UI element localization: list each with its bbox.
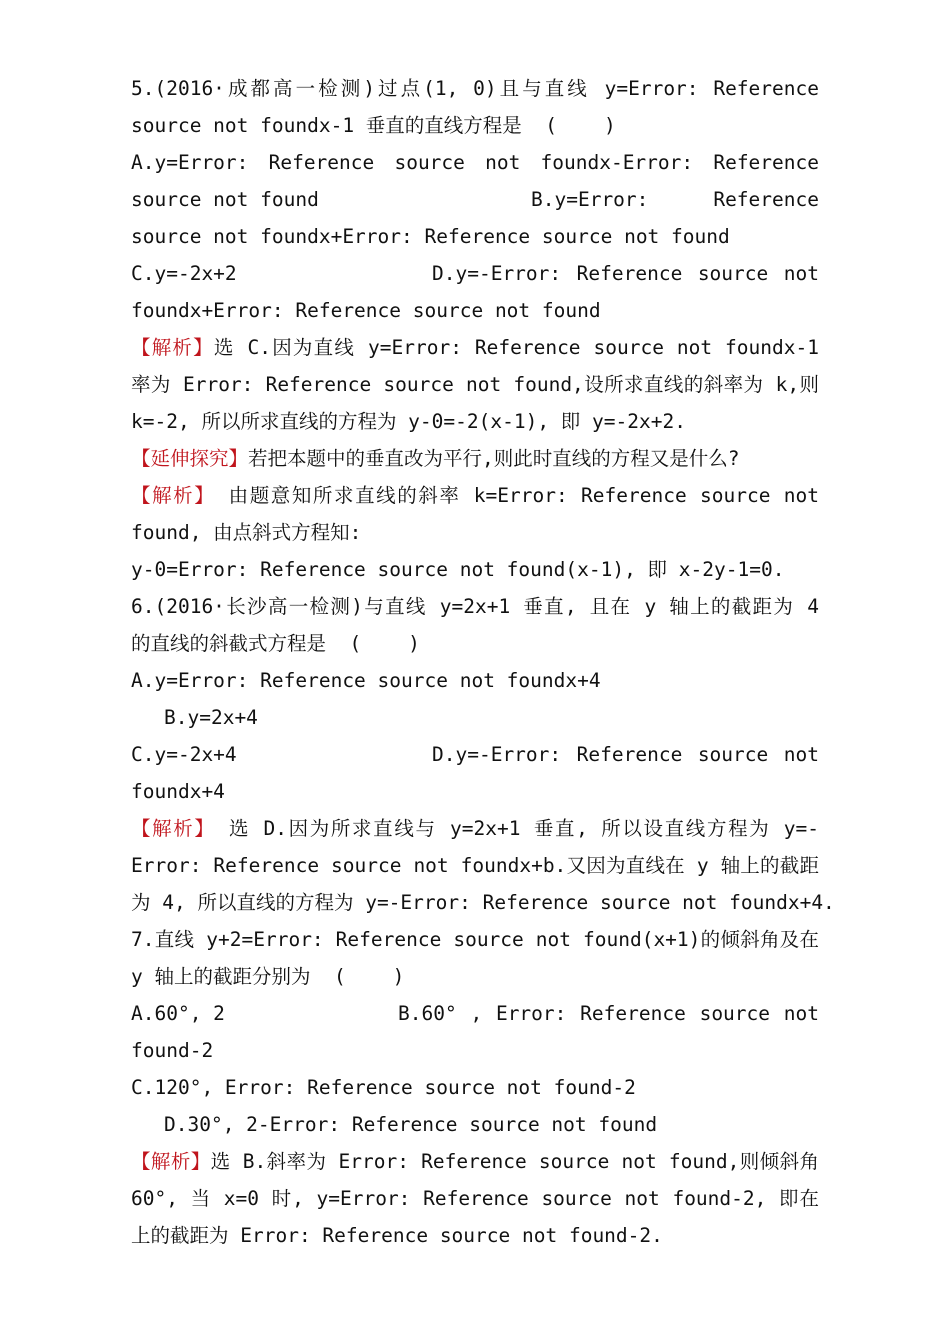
q5-extension-solution-tag: 【解析】 [131,484,216,507]
q7-option-b-line-1: B.60° , Error: Reference source not [398,1002,819,1025]
q6-solution-line-2: Error: Reference source not foundx+b.又因为直线在 y 轴上的截距 [131,854,819,877]
q5-extension-solution-line-2: found, 由点斜式方程知: [131,521,362,544]
q7-solution-line-2: 60°, 当 x=0 时, y=Error: Reference source not found-2, 即在 [131,1187,819,1210]
q5-extension-solution-line-3: y-0=Error: Reference source not found(x-1), 即 x-2y-1=0. [131,558,785,581]
q5-extension-tag: 【延伸探究】 [131,447,249,470]
q5-solution-line-1 [131,329,819,366]
q6-stem-line-2: 的直线的斜截式方程是 ( ) [131,632,420,655]
q6-option-c: C.y=-2x+4 [131,743,237,766]
q7-option-d: D.30°, 2-Error: Reference source not found [164,1113,658,1136]
q5-stem-line-1: 5.(2016·成都高一检测)过点(1, 0)且与直线 y=Error: Reference [131,77,819,100]
q6-option-b: B.y=2x+4 [164,706,258,729]
q6-option-d-line-1: D.y=-Error: Reference source not [432,743,819,766]
q6-option-d-line-2: foundx+4 [131,780,225,803]
q6-solution-tag: 【解析】 [131,817,216,840]
q7-stem-line-1: 7.直线 y+2=Error: Reference source not found(x+1)的倾斜角及在 [131,928,819,951]
q5-extension-solution-text-1: 由题意知所求直线的斜率 k=Error: Reference source not [215,484,819,507]
q6-solution-text-1: 选 D.因为所求直线与 y=2x+1 垂直, 所以设直线方程为 y=- [215,817,819,840]
q7-solution-text-1: 选 B.斜率为 Error: Reference source not found,则倾斜角 [210,1150,819,1173]
q5-option-d-line-1: D.y=-Error: Reference source not [432,262,819,285]
q5-option-b-line-1: B.y=Error: Reference [531,188,819,211]
q5-solution-line-2: 率为 Error: Reference source not found,设所求直线的斜率为 k,则 [131,373,819,396]
q6-option-c-d-row [131,736,819,773]
q5-extension-solution-line-1 [131,477,819,514]
q5-stem-line-2: source not foundx-1 垂直的直线方程是 ( ) [131,114,616,137]
q5-option-c: C.y=-2x+2 [131,262,237,285]
q5-extension-line [131,440,819,477]
q7-solution-line-1 [131,1143,819,1180]
document-page [131,70,835,1254]
q7-solution-line-3: 上的截距为 Error: Reference source not found-2. [131,1224,663,1247]
q6-option-a: A.y=Error: Reference source not foundx+4 [131,669,601,692]
q7-stem-line-2: y 轴上的截距分别为 ( ) [131,965,405,988]
q6-solution-line-1 [131,810,819,847]
q6-solution-line-3: 为 4, 所以直线的方程为 y=-Error: Reference source not foundx+4. [131,891,835,914]
q5-solution-text-1: 选 C.因为直线 y=Error: Reference source not foundx-1 [213,336,819,359]
q5-extension-question: 若把本题中的垂直改为平行,则此时直线的方程又是什么? [248,447,740,470]
q6-stem-line-1: 6.(2016·长沙高一检测)与直线 y=2x+1 垂直, 且在 y 轴上的截距为 4 [131,595,819,618]
q7-option-a-b-row [131,995,819,1032]
q7-option-c: C.120°, Error: Reference source not found-2 [131,1076,636,1099]
q5-option-d-line-2: foundx+Error: Reference source not found [131,299,601,322]
q5-option-a-b-row [131,181,819,218]
q5-option-a-line-2: source not found [131,188,319,211]
q7-solution-tag: 【解析】 [131,1150,211,1173]
q5-option-c-d-row [131,255,819,292]
q5-option-b-line-2: source not foundx+Error: Reference source not found [131,225,730,248]
q5-solution-tag: 【解析】 [131,336,214,359]
q7-option-b-line-2: found-2 [131,1039,214,1062]
q5-option-a-line-1: A.y=Error: Reference source not foundx-Error: Reference [131,151,819,174]
q7-option-a: A.60°, 2 [131,1002,225,1025]
q5-solution-line-3: k=-2, 所以所求直线的方程为 y-0=-2(x-1), 即 y=-2x+2. [131,410,686,433]
